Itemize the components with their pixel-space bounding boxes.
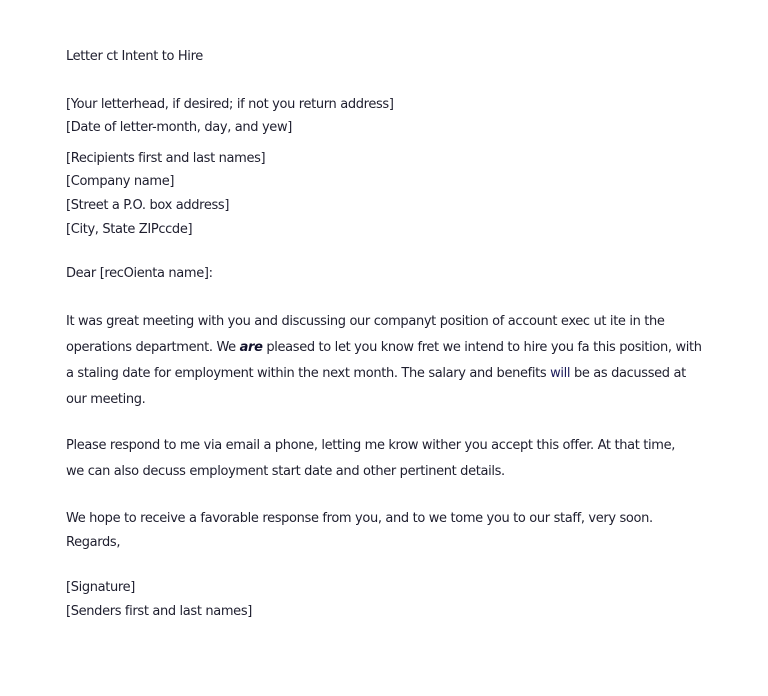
recipient-company: [Company name] [66, 174, 175, 189]
paragraph-offer [66, 309, 716, 413]
recipient-name: [Recipients first and last names] [66, 151, 266, 166]
salutation: Dear [recOienta name]: [66, 266, 213, 281]
paragraph-offer-line3 [66, 366, 686, 381]
paragraph-offer-line2 [66, 340, 702, 355]
paragraph-respond-line1: Please respond to me via email a phone, letting me krow wither you accept this offer. At that time, [66, 438, 675, 453]
paragraph-offer-line2-end: pleased to let you know fret we intend to hire you fa this position, with [262, 340, 702, 355]
sender-letterhead: [Your letterhead, if desired; if not you return address] [66, 97, 394, 112]
paragraph-offer-line3-end: be as dacussed at [570, 366, 686, 381]
emphasis-will: will [550, 366, 571, 381]
paragraph-offer-line2-start: operations department. We [66, 340, 240, 355]
closing-line: We hope to receive a favorable response from you, and to we tome you to our staff, very soon. [66, 511, 653, 526]
letter-date: [Date of letter-month, day, and yew] [66, 120, 292, 135]
regards: Regards, [66, 535, 121, 550]
letter-title: Letter ct Intent to Hire [66, 49, 203, 64]
sender-names: [Senders first and last names] [66, 604, 252, 619]
emphasis-are: are [239, 340, 263, 355]
paragraph-offer-line3-start: a staling date for employment within the next month. The salary and benefits [66, 366, 551, 381]
signature-placeholder: [Signature] [66, 580, 136, 595]
recipient-city: [City, State ZIPccde] [66, 222, 193, 237]
recipient-street: [Street a P.O. box address] [66, 198, 230, 213]
paragraph-respond [66, 433, 716, 485]
paragraph-offer-line1: It was great meeting with you and discussing our companyt position of account exec ut ite in the [66, 314, 665, 329]
paragraph-respond-line2: we can also decuss employment start date and other pertinent details. [66, 464, 505, 479]
paragraph-offer-line4: our meeting. [66, 392, 146, 407]
